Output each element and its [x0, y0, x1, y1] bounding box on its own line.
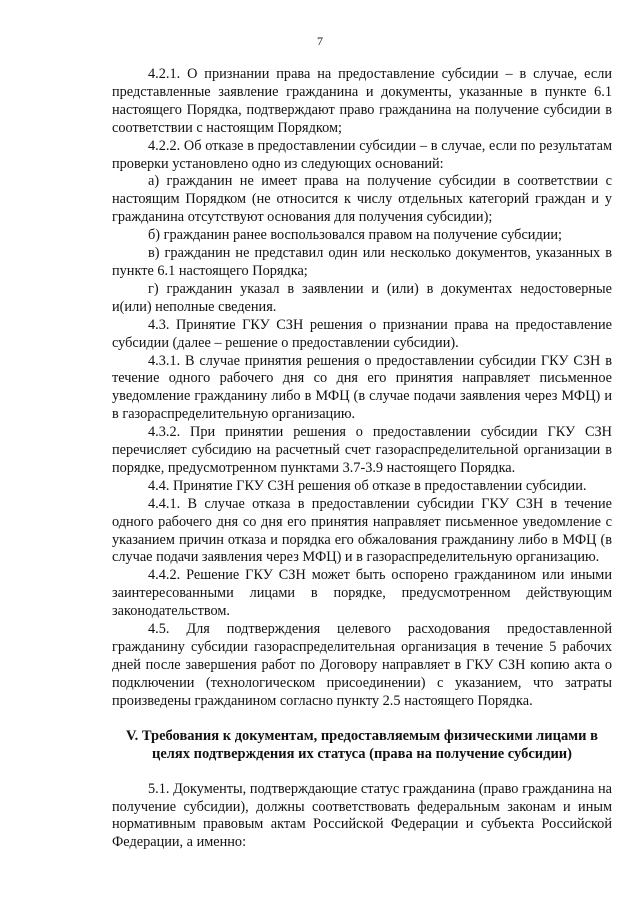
paragraph-5-1: 5.1. Документы, подтверждающие статус гражданина (право гражданина на получение субсидии), должны соответствовать федеральным законам и иным нормативным правовым актам Российской Федерации и субъекта Российской Федерации, а именно:: [112, 780, 612, 851]
list-item-a: а) гражданин не имеет права на получение субсидии в соответствии с настоящим Порядком (не относится к числу отдельных категорий граждан и у гражданина отсутствуют основания для получения субсидии);: [112, 173, 612, 226]
page-number: 7: [317, 34, 323, 48]
section-heading: V. Требования к документам, предоставляемым физическими лицами в целях подтверждения их статуса (права на получение субсидии): [126, 727, 598, 763]
list-item-g: г) гражданин указал в заявлении и (или) в документах недостоверные и(или) неполные сведения.: [112, 280, 612, 315]
paragraph-4-2-2: 4.2.2. Об отказе в предоставлении субсидии – в случае, если по результатам проверки установлено одно из следующих оснований:: [112, 137, 612, 172]
paragraph-4-4-2: 4.4.2. Решение ГКУ СЗН может быть оспорено гражданином или иными заинтересованными лицами в порядке, предусмотренном действующим законодательством.: [112, 567, 612, 620]
paragraph-4-4-1: 4.4.1. В случае отказа в предоставлении субсидии ГКУ СЗН в течение одного рабочего дня со дня его принятия направляет письменное уведомление с указанием причин отказа и порядка его обжалования гражданину либо в МФЦ (в случае подачи заявления через МФЦ) и в газораспределительную организацию.: [112, 495, 612, 566]
document-body: [112, 66, 612, 852]
paragraph-4-5: 4.5. Для подтверждения целевого расходования предоставленной гражданину субсидии газораспределительная организация в течение 5 рабочих дней после завершения работ по Договору направляет в ГКУ СЗН копию акта о подключении (технологическом присоединении) с указанием, что затраты произведены гражданином согласно пункту 2.5 настоящего Порядка.: [112, 621, 612, 709]
paragraph-4-2-1: 4.2.1. О признании права на предоставление субсидии – в случае, если представленные заявление гражданина и документы, указанные в пункте 6.1 настоящего Порядка, подтверждают право гражданина на получение субсидии в соответствии с настоящим Порядком;: [112, 66, 612, 136]
list-item-b: б) гражданин ранее воспользовался правом на получение субсидии;: [148, 227, 563, 244]
paragraph-4-3: 4.3. Принятие ГКУ СЗН решения о признании права на предоставление субсидии (далее – решение о предоставлении субсидии).: [112, 316, 612, 351]
paragraph-4-3-1: 4.3.1. В случае принятия решения о предоставлении субсидии ГКУ СЗН в течение одного рабочего дня со дня его принятия направляет письменное уведомление гражданину либо в МФЦ (в случае подачи заявления через МФЦ) и в газораспределительную организацию.: [112, 352, 612, 423]
paragraph-4-4: 4.4. Принятие ГКУ СЗН решения об отказе в предоставлении субсидии.: [148, 477, 587, 494]
paragraph-4-3-2: 4.3.2. При принятии решения о предоставлении субсидии ГКУ СЗН перечисляет субсидию на расчетный счет газораспределительной организации в порядке, предусмотренном пунктами 3.7-3.9 настоящего Порядка.: [112, 424, 612, 476]
list-item-v: в) гражданин не представил один или несколько документов, указанных в пункте 6.1 настоящего Порядка;: [112, 245, 612, 279]
